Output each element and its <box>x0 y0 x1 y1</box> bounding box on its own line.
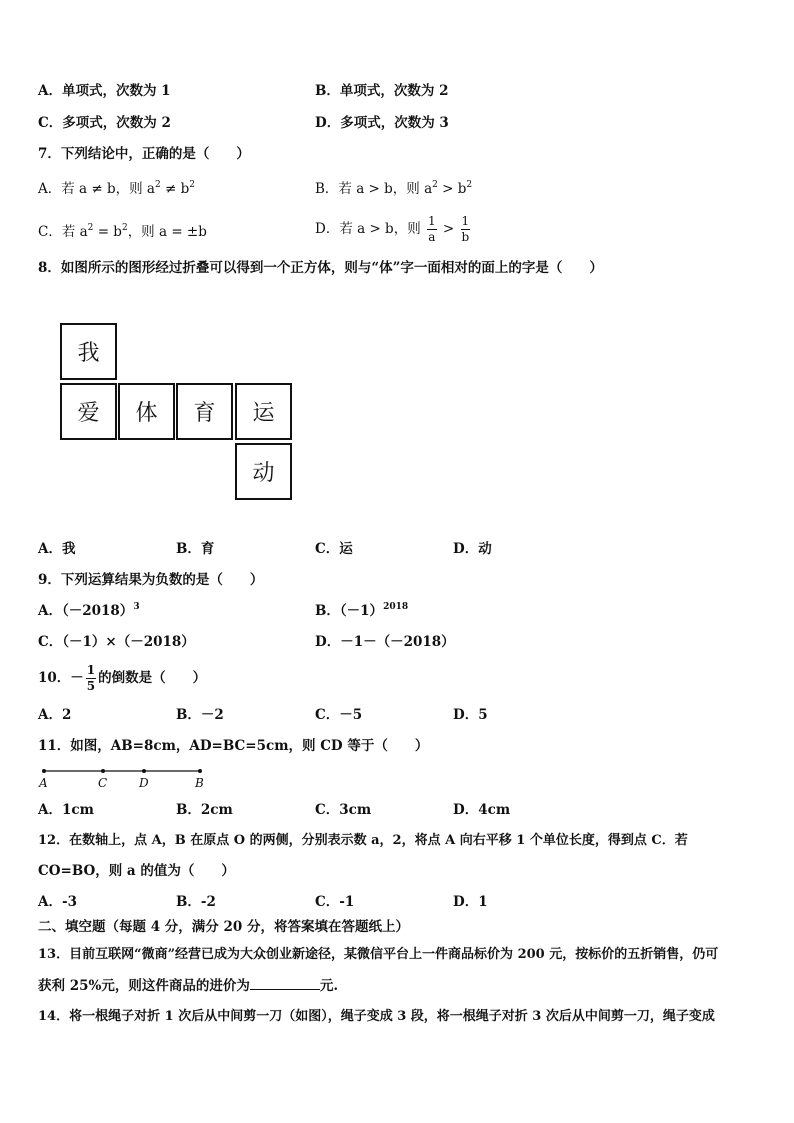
q9-option-d: D．－1－（－2018） <box>315 634 455 650</box>
q6-option-d: D．多项式，次数为 3 <box>315 115 449 131</box>
cube-face-ti: 体 <box>118 383 175 440</box>
q11-option-d: D．4cm <box>453 802 511 818</box>
q8-option-c: C．运 <box>315 541 353 557</box>
line-segment-ab <box>38 764 218 792</box>
q10-option-d: D．5 <box>453 707 488 723</box>
q10-option-b: B．－2 <box>176 707 224 723</box>
q11-stem: 11．如图，AB=8cm，AD=BC=5cm，则 CD 等于（ ） <box>38 738 429 754</box>
q11-option-a: A．1cm <box>38 802 94 818</box>
point-b-dot <box>198 769 202 773</box>
point-label-d: D <box>139 776 149 790</box>
point-a-dot <box>42 769 46 773</box>
q7-option-a: A．若 a ≠ b，则 $a^2 \ne b^2$ <box>38 180 195 197</box>
q12-stem-line2: CO=BO，则 a 的值为（ ） <box>38 863 235 879</box>
cube-face-wo: 我 <box>60 323 117 380</box>
point-d-dot <box>142 769 146 773</box>
point-label-b: B <box>195 776 204 790</box>
cube-face-ai: 爱 <box>60 383 117 440</box>
q9-stem: 9．下列运算结果为负数的是（ ） <box>38 572 264 588</box>
point-label-c: C <box>98 776 108 790</box>
q10-option-c: C．－5 <box>315 707 363 723</box>
q7-option-c: C．若 $a^2 = b^2$，则 a = ±b <box>38 223 207 240</box>
q9-option-b: B．$(-1)^{2018}$ <box>315 602 409 619</box>
point-c-dot <box>101 769 105 773</box>
q12-option-a: A．-3 <box>38 894 77 910</box>
q11-option-b: B．2cm <box>176 802 233 818</box>
q9-option-c: C．（－1）×（－2018） <box>38 634 195 650</box>
q8-option-d: D．动 <box>453 541 492 557</box>
q10-stem: 10．－ $\frac{1}{5}$ 的倒数是（ ） <box>38 663 207 693</box>
q9-option-a: A．$(-2018)^3$ <box>38 602 140 619</box>
q8-option-b: B．育 <box>176 541 215 557</box>
q12-stem-line1: 12．在数轴上，点 A，B 在原点 O 的两侧，分别表示数 a，2，将点 A 向右平移 1 个单位长度，得到点 C．若 <box>38 833 688 848</box>
q8-stem: 8．如图所示的图形经过折叠可以得到一个正方体，则与“体”字一面相对的面上的字是（ ） <box>38 260 603 276</box>
q7-stem: 7．下列结论中，正确的是（ ） <box>38 146 250 162</box>
q6-option-a: A．单项式，次数为 1 <box>38 83 171 99</box>
q7-option-d: D．若 a > b，则 $\frac{1}{a}$ > $\frac{1}{b}$ <box>315 214 470 244</box>
cube-face-dong: 动 <box>235 443 292 500</box>
cube-face-yu: 育 <box>176 383 233 440</box>
q10-fraction: $\frac{1}{5}$ <box>86 663 96 693</box>
q13-stem-line2: 获利 25%元，则这件商品的进价为 元. <box>38 978 339 994</box>
point-label-a: A <box>39 776 48 790</box>
q12-option-d: D．1 <box>453 894 488 910</box>
q13-stem-line1: 13．目前互联网“微商”经营已成为大众创业新途径，某微信平台上一件商品标价为 200 元，按标价的五折销售，仍可 <box>38 947 719 962</box>
q7-fraction-1-over-b: $\frac{1}{b}$ <box>461 214 470 244</box>
q6-option-c: C．多项式，次数为 2 <box>38 115 171 131</box>
q11-option-c: C．3cm <box>315 802 372 818</box>
q12-option-b: B．-2 <box>176 894 216 910</box>
q6-option-b: B．单项式，次数为 2 <box>315 83 449 99</box>
section-heading-fill-in: 二、填空题（每题 4 分，满分 20 分，将答案填在答题纸上） <box>38 919 409 935</box>
cube-face-yun: 运 <box>235 383 292 440</box>
q12-option-c: C．-1 <box>315 894 355 910</box>
q8-option-a: A．我 <box>38 541 76 557</box>
q7-option-b: B．若 a > b，则 $a^2 > b^2$ <box>315 180 473 197</box>
q14-stem-line1: 14．将一根绳子对折 1 次后从中间剪一刀（如图），绳子变成 3 段，将一根绳子对折 3 次后从中间剪一刀，绳子变成 <box>38 1009 715 1024</box>
q13-answer-blank <box>250 976 320 990</box>
q10-option-a: A．2 <box>38 707 72 723</box>
q7-fraction-1-over-a: $\frac{1}{a}$ <box>428 214 436 244</box>
